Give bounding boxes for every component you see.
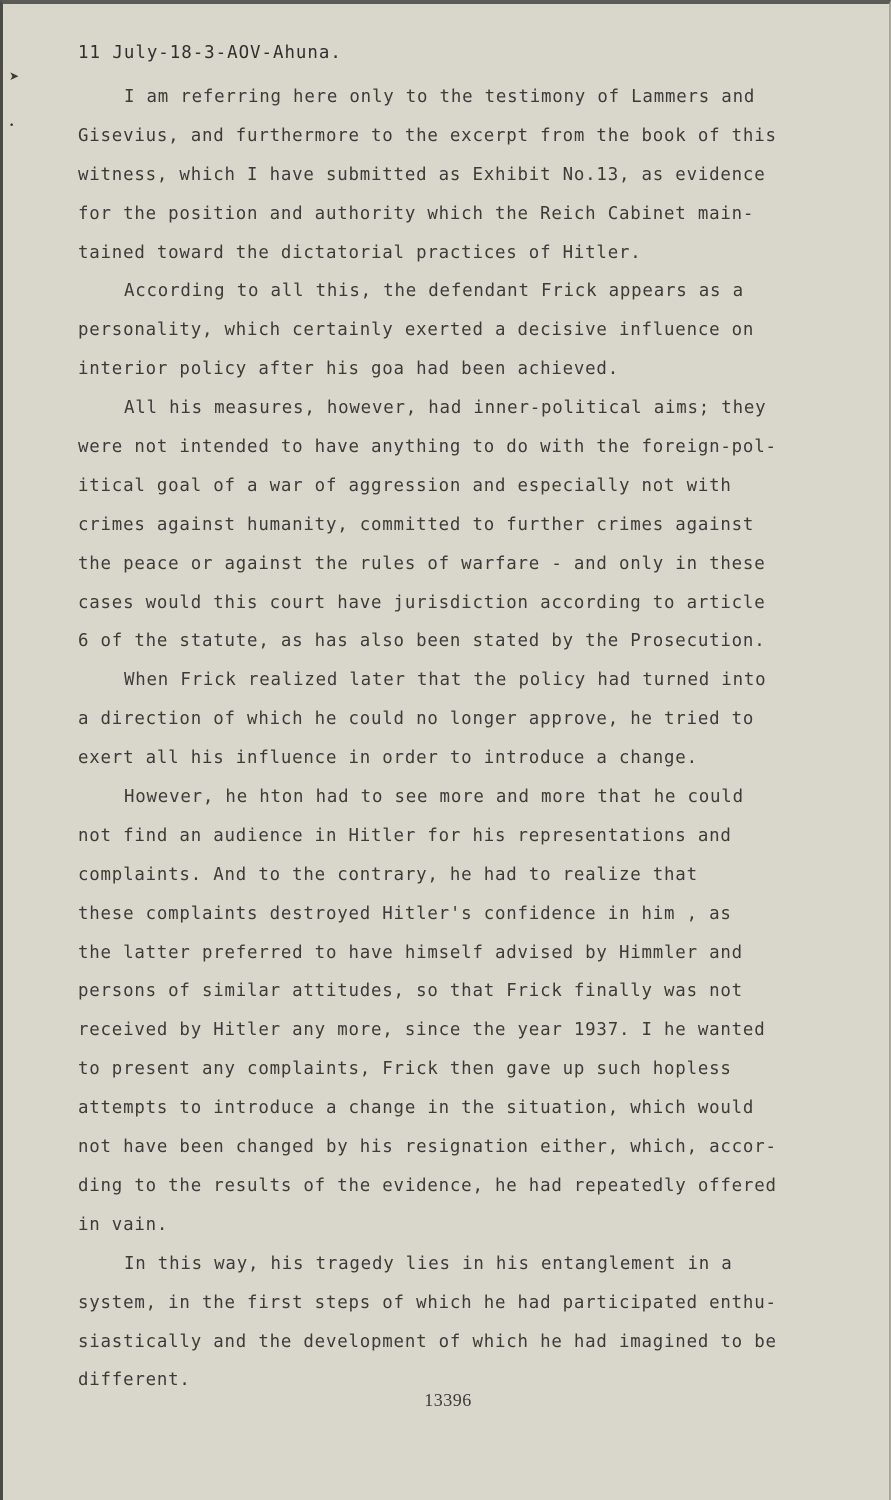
text-line: in vain. — [78, 1214, 169, 1235]
text-line: tained toward the dictatorial practices of Hitler. — [78, 242, 642, 263]
text-line: attempts to introduce a change in the situation, which would — [78, 1098, 755, 1119]
text-line: complaints. And to the contrary, he had to realize that — [78, 864, 698, 885]
document-body — [78, 40, 808, 1400]
text-line: cases would this court have jurisdiction according to article — [78, 592, 766, 613]
text-line: were not intended to have anything to do with the foreign-pol- — [78, 437, 777, 458]
text-line: siastically and the development of which he had imagined to be — [78, 1331, 777, 1352]
text-line: to present any complaints, Frick then gave up such hopless — [78, 1059, 732, 1080]
page-number: 13396 — [424, 1390, 472, 1410]
text-line: the latter preferred to have himself advised by Himmler and — [78, 942, 743, 963]
text-line: interior policy after his goa had been achieved. — [78, 359, 619, 380]
margin-dot-mark: • — [9, 121, 15, 131]
text-line: witness, which I have submitted as Exhibit No.13, as evidence — [78, 164, 766, 185]
text-line: system, in the first steps of which he had participated enthu- — [78, 1292, 777, 1313]
text-line: received by Hitler any more, since the year 1937. I he wanted — [78, 1020, 766, 1041]
text-line: not find an audience in Hitler for his representations and — [78, 825, 732, 846]
text-line: not have been changed by his resignation either, which, accor- — [78, 1137, 777, 1158]
text-line: persons of similar attitudes, so that Frick finally was not — [78, 981, 743, 1002]
text-line: In this way, his tragedy lies in his entanglement in a — [124, 1253, 733, 1274]
text-line: ding to the results of the evidence, he had repeatedly offered — [78, 1175, 777, 1196]
text-line: itical goal of a war of aggression and especially not with — [78, 475, 732, 496]
typed-text-block — [78, 78, 808, 1400]
text-line: personality, which certainly exerted a decisive influence on — [78, 320, 755, 341]
text-line: Gisevius, and furthermore to the excerpt from the book of this — [78, 125, 777, 146]
text-line: However, he hton had to see more and more that he could — [124, 787, 744, 808]
text-line: different. — [78, 1370, 191, 1391]
text-line: a direction of which he could no longer approve, he tried to — [78, 709, 755, 730]
text-line: for the position and authority which the Reich Cabinet main- — [78, 203, 755, 224]
text-line: According to all this, the defendant Frick appears as a — [124, 281, 744, 302]
text-line: the peace or against the rules of warfare - and only in these — [78, 553, 766, 574]
margin-arrow-mark: ➤ — [9, 69, 20, 83]
text-line: crimes against humanity, committed to further crimes against — [78, 514, 755, 535]
text-line: exert all his influence in order to introduce a change. — [78, 748, 698, 769]
text-line: 6 of the statute, as has also been stated by the Prosecution. — [78, 631, 766, 652]
text-line: these complaints destroyed Hitler's confidence in him , as — [78, 903, 732, 924]
text-line: I am referring here only to the testimony of Lammers and — [124, 87, 756, 107]
text-line: All his measures, however, had inner-political aims; they — [124, 398, 767, 419]
text-line: When Frick realized later that the policy had turned into — [124, 670, 767, 691]
document-header: 11 July-18-3-AOV-Ahuna. — [78, 43, 342, 63]
